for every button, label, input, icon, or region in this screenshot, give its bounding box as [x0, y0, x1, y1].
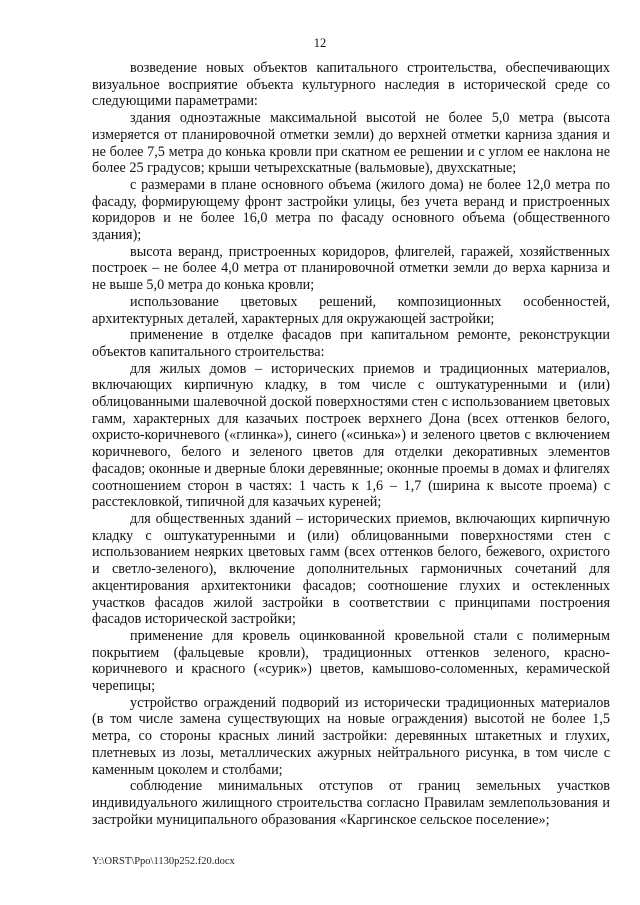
- paragraph: высота веранд, пристроенных коридоров, флигелей, гаражей, хозяйственных построек – не более 4,0 метра от планировочной отметки земли до верха карниза и не выше 5,0 метра до конька кровли;: [92, 243, 610, 294]
- paragraph: здания одноэтажные максимальной высотой не более 5,0 метра (высота измеряется от планировочной отметки земли) до верхней отметки карниза здания и не более 7,5 метра до конька кровли при скатном ее решении и с углом ее наклона не более 25 градусов; крыши четырехскатные (вальмовые), двухскатные;: [92, 110, 610, 177]
- paragraph: устройство ограждений подворий из исторически традиционных материалов (в том числе замена существующих на новые ограждения) высотой не более 1,5 метра, со стороны красных линий застройки: деревянных штакетных и глухих, плетневых из лозы, металлических ажурных нейтрального рисунка, в том числе с каменным цоколем и столбами;: [92, 694, 610, 778]
- paragraph: применение для кровель оцинкованной кровельной стали с полимерным покрытием (фальцевые кровли), традиционных оттенков зеленого, красно-коричневого и красного («сурик») цветов, камышово-соломенных, керамической черепицы;: [92, 627, 610, 695]
- footer-file-path: Y:\ORST\Ppo\1130p252.f20.docx: [92, 856, 235, 867]
- paragraph: с размерами в плане основного объема (жилого дома) не более 12,0 метра по фасаду, формирующему фронт застройки улицы, без учета веранд и пристроенных коридоров и не более 16,0 метра по фасаду основного объема (общественного здания);: [92, 176, 610, 244]
- page-number: 12: [313, 36, 327, 50]
- paragraph: для общественных зданий – исторических приемов, включающих кирпичную кладку с оштукатуренными и (или) облицованными поверхностями стен с использованием неярких цветовых гамм (всех оттенков белого, бежевого, охристого и светло-зеленого), включение дополнительных гармоничных сочетаний для акцентирования архитектоники фасадов; соотношение глухих и остекленных участков фасадов жилой застройки в соответствии с принципами построения фасадов исторической застройки;: [92, 510, 610, 628]
- paragraph: использование цветовых решений, композиционных особенностей, архитектурных деталей, характерных для окружающей застройки;: [92, 293, 610, 327]
- paragraph: возведение новых объектов капитального строительства, обеспечивающих визуальное восприятие объекта культурного наследия в исторической среде со следующими параметрами:: [92, 60, 610, 110]
- paragraph: для жилых домов – исторических приемов и традиционных материалов, включающих кирпичную кладку, в том числе с оштукатуренными и (или) облицованными шалевочной доской поверхностями стен с использованием цветовых гамм, характерных для казачьих построек верхнего Дона (всех оттенков белого, охристо-коричневого («глинка»), синего («синька») и зеленого цветов с включением коричневого, белого и зеленого цветов для отделки декоративных элементов фасадов; оконные и дверные блоки деревянные; оконные проемы в домах и флигелях соотношением сторон в частях: 1 часть к 1,6 – 1,7 (ширина к высоте проема) с расстекловкой, типичной для казачьих куреней;: [92, 360, 610, 511]
- paragraph: соблюдение минимальных отступов от границ земельных участков индивидуального жилищного строительства согласно Правилам землепользования и застройки муниципального образования «Каргинское сельское поселение»;: [92, 778, 610, 828]
- body-text: [92, 60, 610, 828]
- paragraph: применение в отделке фасадов при капитальном ремонте, реконструкции объектов капитального строительства:: [92, 327, 610, 360]
